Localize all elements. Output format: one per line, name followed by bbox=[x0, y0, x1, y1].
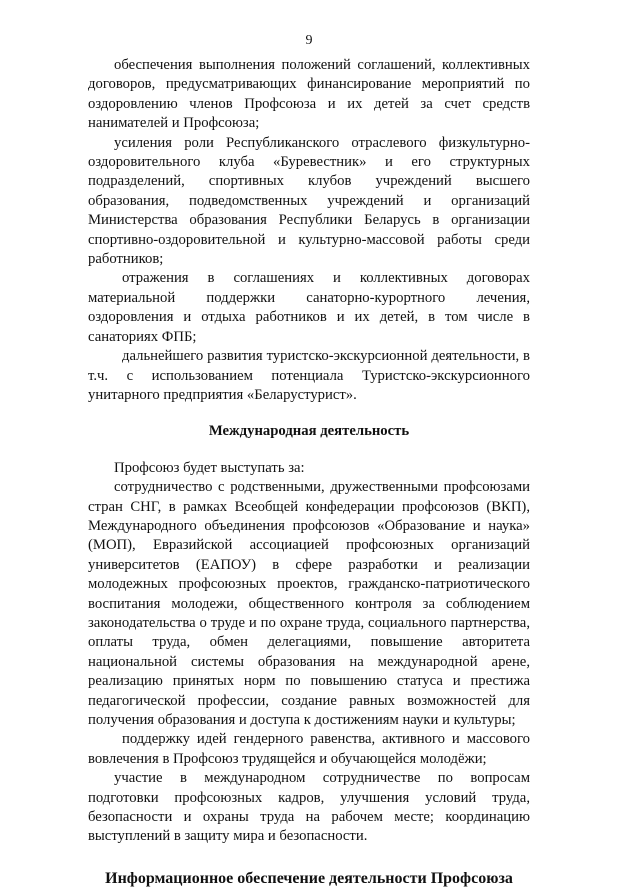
section-heading-information: Информационное обеспечение деятельности Профсоюза bbox=[105, 869, 513, 887]
paragraph-sanatorium-support: отражения в соглашениях и коллективных договорах материальной поддержки санаторно-курортного лечения, оздоровления и отдыха работников и их детей, в том числе в санаториях ФПБ; bbox=[88, 270, 530, 345]
paragraph-intro: Профсоюз будет выступать за: bbox=[114, 459, 305, 476]
page-number: 9 bbox=[305, 33, 313, 48]
paragraph-sports-club: усиления роли Республиканского отраслевого физкультурно-оздоровительного клуба «Буревестник» и его структурных подразделений, спортивных клубов учреждений высшего образования, подведомственных учреждений и организаций Министерства образования Республики Беларусь в организации спортивно-оздоровительной и культурно-массовой работы среди работников; bbox=[88, 134, 530, 268]
page-content bbox=[88, 56, 530, 888]
paragraph-recovery-financing: обеспечения выполнения положений соглашений, коллективных договоров, предусматривающих финансирование мероприятий по оздоровлению членов Профсоюза и их детей за счет средств нанимателей и Профсоюза; bbox=[88, 57, 530, 132]
paragraph-cooperation: сотрудничество с родственными, дружественными профсоюзами стран СНГ, в рамках Всеобщей конфедерации профсоюзов (ВКП), Международного объединения профсоюзов «Образование и наука» (МОП), Евразийской ассоциацией профсоюзных организаций университетов (ЕАПОУ) в сфере разработки и реализации молодежных профсоюзных проектов, гражданско-патриотического воспитания молодежи, общественного контроля за соблюдением законодательства о труде и по охране труда, социального партнерства, оплаты труда, обмен делегациями, повышение авторитета национальной системы образования на международной арене, реализацию принятых норм по повышению статуса и престижа педагогической профессии, создание равных возможностей для получения образования и доступа к достижениям науки и культуры; bbox=[88, 479, 530, 728]
paragraph-tourism: дальнейшего развития туристско-экскурсионной деятельности, в т.ч. с использованием потенциала Туристско-экскурсионного унитарного предприятия «Беларустурист». bbox=[88, 348, 530, 403]
paragraph-international-training: участие в международном сотрудничестве по вопросам подготовки профсоюзных кадров, улучшения условий труда, безопасности и охраны труда на рабочем месте; координацию выступлений в защиту мира и безопасности. bbox=[88, 770, 530, 845]
section-heading-international: Международная деятельность bbox=[208, 423, 410, 440]
paragraph-gender-equality: поддержку идей гендерного равенства, активного и массового вовлечения в Профсоюз трудящейся и обучающейся молодёжи; bbox=[88, 731, 530, 767]
